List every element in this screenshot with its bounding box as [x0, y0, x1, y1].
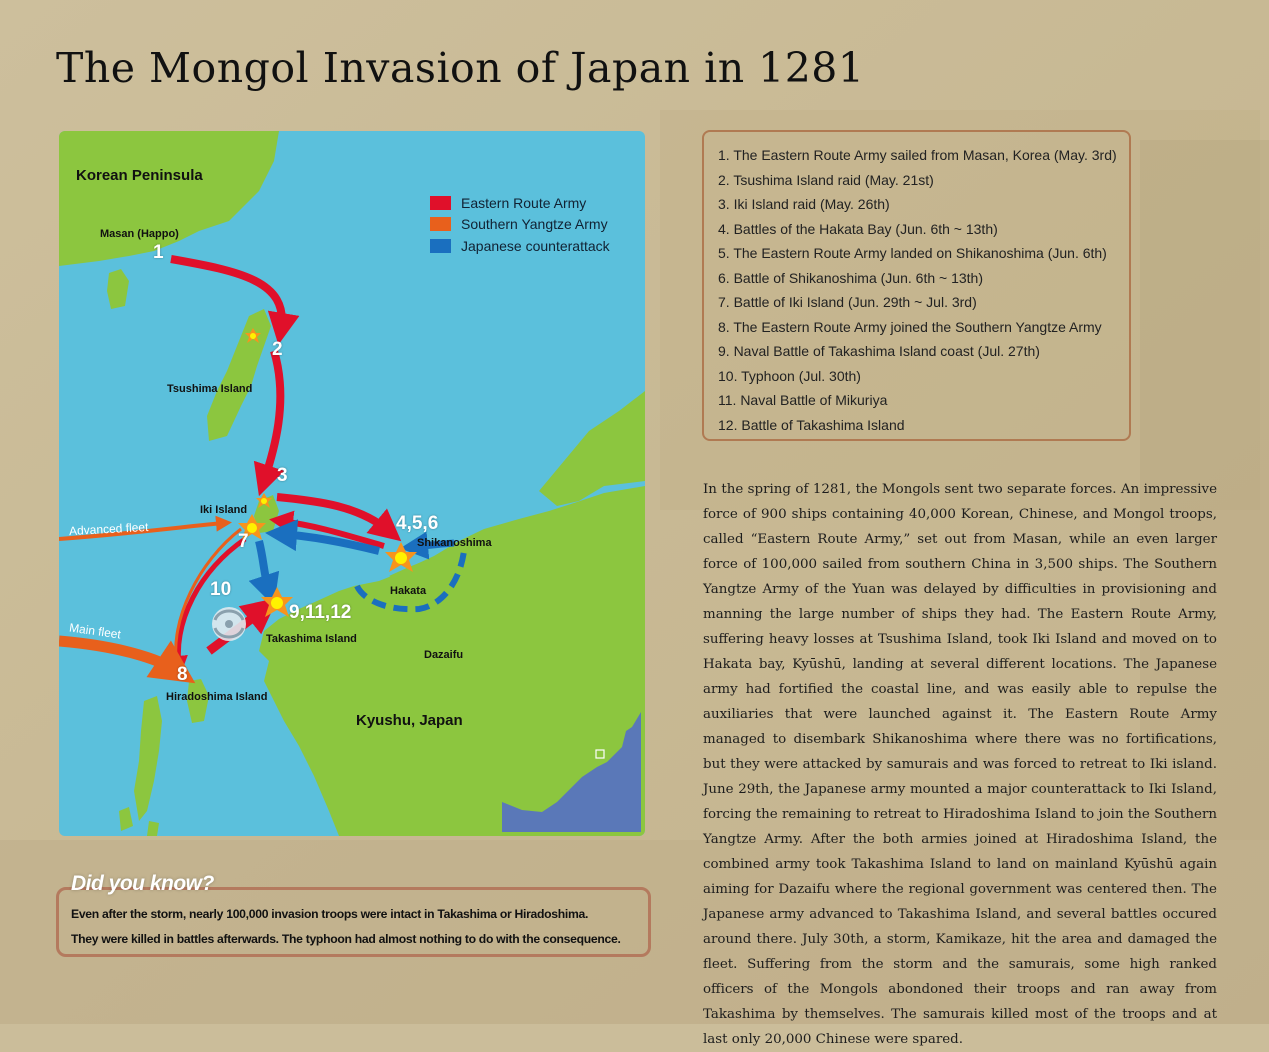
- legend-item-eastern: [430, 192, 610, 214]
- legend-swatch-orange: [430, 217, 451, 231]
- label-iki: Iki Island: [200, 504, 248, 516]
- legend-swatch-red: [430, 196, 451, 210]
- legend-swatch-blue: [430, 239, 451, 253]
- legend-label-japanese: Japanese counterattack: [461, 237, 610, 254]
- label-takashima: Takashima Island: [266, 633, 357, 645]
- label-korean-peninsula: Korean Peninsula: [76, 167, 203, 184]
- list-item: 10. Typhoon (Jul. 30th): [718, 367, 861, 384]
- event-list-box: [702, 130, 1131, 441]
- marker-10: 10: [210, 579, 232, 600]
- list-item: 2. Tsushima Island raid (May. 21st): [718, 171, 934, 188]
- marker-4-5-6: 4,5,6: [396, 513, 439, 534]
- label-main-fleet: Main fleet: [68, 620, 122, 642]
- label-hakata: Hakata: [390, 585, 427, 597]
- invasion-map: [59, 131, 645, 836]
- inset-locator-map: [502, 692, 641, 832]
- list-item: 5. The Eastern Route Army landed on Shikanoshima (Jun. 6th): [718, 245, 1107, 261]
- list-item: 12. Battle of Takashima Island: [718, 416, 905, 433]
- did-you-know-text: [71, 902, 651, 952]
- marker-9-11-12: 9,11,12: [289, 602, 352, 623]
- label-shikanoshima: Shikanoshima: [417, 537, 492, 549]
- label-hiradoshima: Hiradoshima Island: [166, 691, 268, 703]
- list-item: 6. Battle of Shikanoshima (Jun. 6th ~ 13th): [718, 269, 983, 286]
- label-tsushima: Tsushima Island: [167, 383, 253, 395]
- list-item: 11. Naval Battle of Mikuriya: [718, 392, 888, 408]
- legend-label-eastern: Eastern Route Army: [461, 194, 587, 211]
- marker-2: 2: [272, 339, 283, 360]
- legend-label-southern: Southern Yangtze Army: [461, 216, 608, 233]
- label-masan: Masan (Happo): [100, 228, 179, 240]
- list-item: 7. Battle of Iki Island (Jun. 29th ~ Jul. 3rd): [718, 294, 977, 310]
- legend-item-japanese: [430, 235, 610, 257]
- marker-3: 3: [277, 465, 288, 486]
- did-you-know-line-1: Even after the storm, nearly 100,000 invasion troops were intact in Takashima or Hiradoshima.: [71, 907, 589, 921]
- map-legend: [430, 192, 610, 257]
- list-item: 9. Naval Battle of Takashima Island coast (Jul. 27th): [718, 343, 1040, 359]
- list-item: 8. The Eastern Route Army joined the Southern Yangtze Army: [718, 318, 1102, 335]
- list-item: 3. Iki Island raid (May. 26th): [718, 196, 890, 212]
- label-dazaifu: Dazaifu: [424, 649, 464, 661]
- label-advanced-fleet: Advanced fleet: [68, 519, 149, 539]
- label-kyushu: Kyushu, Japan: [356, 712, 463, 729]
- marker-1: 1: [153, 242, 164, 263]
- list-item: 1. The Eastern Route Army sailed from Masan, Korea (May. 3rd): [718, 147, 1117, 163]
- marker-8: 8: [177, 664, 188, 685]
- narrative-paragraph: In the spring of 1281, the Mongols sent two separate forces. An impressive force of 900 ships containing 40,000 Korean, Chinese, and Mongol troops, called “Eastern Route Army,” set out from Masan, while an even larger force of 100,000 sailed from southern China in 3,500 ships. The Southern Yangtze Army of the Yuan was delayed by difficulties in provisioning and manning the large number of ships they had. The Eastern Route Army, suffering heavy losses at Tsushima Island, took Iki Island and moved on to Hakata bay, Kyūshū, landing at several different locations. The Japanese army had fortified the coastal line, and was easily able to repulse the auxiliaries that were launched against it. The Eastern Route Army managed to disembark Shikanoshima where there was no fortifications, but they were attacked by samurais and was forced to retreat to Iki island. June 29th, the Japanese army mounted a major counterattack to Iki Island, forcing the remaining to retreat to Hiradoshima Island to join the Southern Yangtze Army. After the both armies joined at Hiradoshima Island, the combined army took Takashima Island to land on mainland Kyūshū again aiming for Dazaifu where the regional government was centered then. The Japanese army advanced to Takashima Island, and several battles occured around there. July 30th, a storm, Kamikaze, hit the area and damaged the fleet. Suffering from the storm and the samurais, some high ranked officers of the Mongols abondoned their troops and ran away from Takashima by themselves. The samurais killed most of the troops and at last only 20,000 Chinese were spared.: [703, 482, 1217, 1047]
- event-list: [718, 145, 1117, 439]
- marker-7: 7: [238, 531, 249, 552]
- page-title: The Mongol Invasion of Japan in 1281: [56, 44, 865, 92]
- did-you-know-line-2: They were killed in battles afterwards. The typhoon had almost nothing to do with the consequence.: [71, 932, 621, 946]
- typhoon-icon: [212, 607, 246, 641]
- did-you-know-title: Did you know?: [71, 872, 214, 895]
- legend-item-southern: [430, 214, 610, 236]
- list-item: 4. Battles of the Hakata Bay (Jun. 6th ~ 13th): [718, 220, 998, 237]
